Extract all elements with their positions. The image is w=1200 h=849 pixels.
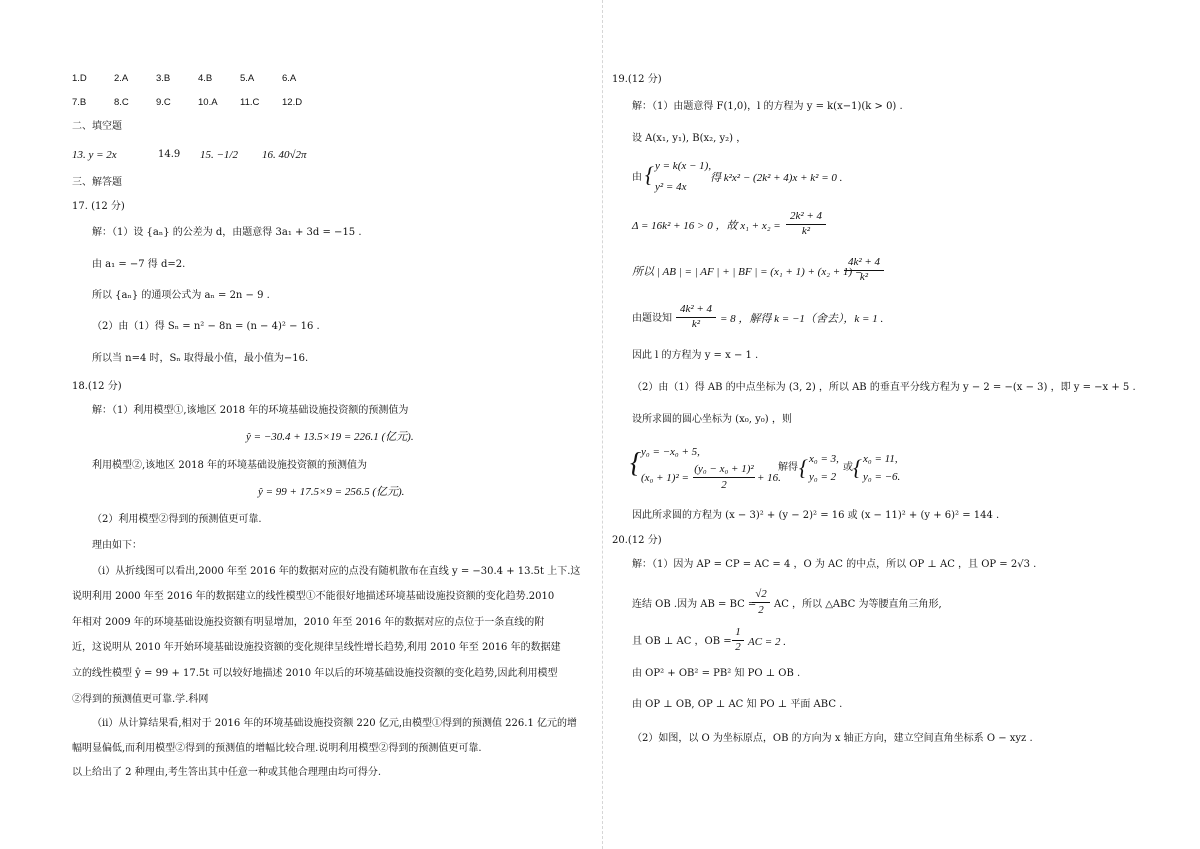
- question-20-heading: 20.(12 分): [612, 535, 662, 546]
- q19-text: 由题设知: [632, 313, 672, 324]
- section-heading-solve: 三、解答题: [72, 177, 122, 188]
- brace-icon: {: [853, 455, 862, 480]
- q18-line: 近，这说明从 2010 年开始环境基础设施投资额的变化规律呈线性增长趋势,利用 2010 年至 2016 年的数据建: [72, 642, 561, 653]
- q18-line: 幅明显偏低,而利用模型②得到的预测值的增幅比较合理.说明利用模型②得到的预测值更可靠.: [72, 743, 482, 754]
- answer: 8.C: [114, 97, 129, 108]
- q19-line: 设所求圆的圆心坐标为 (x₀, y₀) ，则: [632, 414, 792, 425]
- q19-system-eq: y = k(x − 1),: [655, 160, 712, 172]
- q19-solution: y₀ = 2: [809, 471, 837, 483]
- q18-line: ②得到的预测值更可靠.学.科网: [72, 694, 209, 705]
- q19-line: 因此所求圆的方程为 (x − 3)² + (y − 2)² = 16 或 (x − 11)² + (y + 6)² = 144 .: [632, 510, 1000, 521]
- fraction-numerator: √2: [752, 588, 770, 603]
- q18-equation: ŷ = −30.4 + 13.5×19 = 226.1 (亿元).: [246, 431, 414, 443]
- q19-line: 因此 l 的方程为 y = x − 1 .: [632, 350, 759, 361]
- q19-system-eq: y₀ = −x₀ + 5,: [641, 446, 700, 458]
- q17-line: 由 a₁ = −7 得 d=2.: [92, 259, 186, 270]
- fraction-denominator: k²: [859, 271, 869, 283]
- fill-answer-13: 13. y = 2x: [72, 149, 117, 161]
- brace-icon: {: [630, 448, 642, 479]
- fraction-denominator: 2: [721, 479, 727, 491]
- q20-line: 解：（1）因为 AP = CP = AC = 4 ，O 为 AC 的中点，所以 OP ⊥ AC ，且 OP = 2√3 .: [632, 559, 1037, 570]
- fraction-denominator: 2: [758, 604, 764, 616]
- q19-solution: x₀ = 3,: [809, 453, 839, 465]
- q18-line: （ⅱ）从计算结果看,相对于 2016 年的环境基础设施投资额 220 亿元,由模型①得到的预测值 226.1 亿元的增: [92, 718, 577, 729]
- section-heading-fill: 二、填空题: [72, 121, 122, 132]
- answer: 4.B: [198, 73, 213, 84]
- answers-row-2: [72, 97, 324, 109]
- q19-line: （2）由（1）得 AB 的中点坐标为 (3, 2) ，所以 AB 的垂直平分线方程为 y − 2 = −(x − 3) ，即 y = −x + 5 .: [632, 382, 1136, 393]
- answer: 1.D: [72, 73, 87, 84]
- answer: 11.C: [240, 97, 260, 108]
- question-18-heading: 18.(12 分): [72, 381, 122, 392]
- q19-solution: y₀ = −6.: [863, 471, 901, 483]
- q18-line: 以上给出了 2 种理由,考生答出其中任意一种或其他合理理由均可得分.: [72, 767, 382, 778]
- q18-line: 理由如下：: [92, 540, 142, 551]
- answer: 9.C: [156, 97, 171, 108]
- q19-text: 或: [843, 462, 853, 473]
- fraction-numerator: 2k² + 4: [786, 210, 826, 225]
- q19-line: 解：（1）由题意得 F(1,0)，l 的方程为 y = k(x−1)(k > 0) .: [632, 101, 903, 112]
- fraction-denominator: k²: [691, 318, 701, 330]
- answers-row-1: [72, 73, 324, 85]
- page-fold-line: [602, 0, 603, 849]
- q19-line: 设 A(x₁, y₁), B(x₂, y₂) ，: [632, 133, 747, 144]
- q18-line: 立的线性模型 ŷ = 99 + 17.5t 可以较好地描述 2010 年以后的环境基础设施投资额的变化趋势,因此利用模型: [72, 668, 558, 679]
- q19-text: 由: [632, 172, 642, 183]
- fraction-numerator: (y₀ − x₀ + 1)²: [693, 463, 755, 478]
- q19-line: = 8 ，解得 k = −1（舍去），k = 1 .: [720, 313, 884, 325]
- q19-text: 解得: [778, 462, 798, 473]
- q17-line: 所以 {aₙ} 的通项公式为 aₙ = 2n − 9 .: [92, 290, 270, 301]
- q17-line: 解：（1）设 {aₙ} 的公差为 d，由题意得 3a₁ + 3d = −15 .: [92, 227, 362, 238]
- q19-system-eq: y² = 4x: [655, 181, 687, 193]
- question-19-heading: 19.(12 分): [612, 74, 662, 85]
- q17-line: 所以当 n=4 时，Sₙ 取得最小值，最小值为−16.: [92, 353, 309, 364]
- q19-line: 所以 | AB | = | AF | + | BF | = (x₁ + 1) + (x₂ + 1) =: [632, 266, 863, 278]
- fraction-denominator: 2: [735, 641, 741, 653]
- answer: 12.D: [282, 97, 303, 108]
- fill-answer-15: 15. −1/2: [200, 149, 238, 161]
- answer: 5.A: [240, 73, 255, 84]
- q19-system-eq: (x₀ + 1)² =: [641, 472, 689, 484]
- q18-line: 年相对 2009 年的环境基础设施投资额有明显增加，2010 年至 2016 年的数据对应的点位于一条直线的附: [72, 617, 545, 628]
- q18-line: 解：（1）利用模型①,该地区 2018 年的环境基础设施投资额的预测值为: [92, 405, 409, 416]
- fraction-numerator: 4k² + 4: [844, 256, 884, 271]
- q19-system-eq: + 16.: [757, 472, 781, 484]
- brace-icon: {: [645, 162, 654, 187]
- fraction-numerator: 4k² + 4: [676, 303, 716, 318]
- q20-text: 连结 OB .因为 AB = BC =: [632, 599, 757, 610]
- q19-solution: x₀ = 11,: [863, 453, 898, 465]
- q20-line: （2）如图，以 O 为坐标原点，OB 的方向为 x 轴正方向，建立空间直角坐标系 O − xyz .: [632, 733, 1033, 744]
- q20-line: AC = 2 .: [748, 636, 786, 648]
- q20-line: AC ，所以 △ABC 为等腰直角三角形,: [774, 599, 942, 610]
- answer: 10.A: [198, 97, 218, 108]
- q19-line: 得 k²x² − (2k² + 4)x + k² = 0 .: [710, 172, 843, 184]
- fraction-numerator: 1: [732, 626, 744, 641]
- answer: 2.A: [114, 73, 129, 84]
- question-17-heading: 17. (12 分): [72, 201, 125, 212]
- q19-line: Δ = 16k² + 16 > 0 ，故 x₁ + x₂ =: [632, 220, 781, 232]
- answer: 7.B: [72, 97, 87, 108]
- q18-line: 说明利用 2000 年至 2016 年的数据建立的线性模型①不能很好地描述环境基础设施投资额的变化趋势.2010: [72, 591, 555, 602]
- q17-line: （2）由（1）得 Sₙ = n² − 8n = (n − 4)² − 16 .: [92, 321, 320, 332]
- q20-line: 由 OP ⊥ OB, OP ⊥ AC 知 PO ⊥ 平面 ABC .: [632, 699, 843, 710]
- q18-line: （ⅰ）从折线图可以看出,2000 年至 2016 年的数据对应的点没有随机散布在直线 y = −30.4 + 13.5t 上下.这: [92, 566, 581, 577]
- q20-text: 且 OB ⊥ AC ，OB =: [632, 636, 732, 647]
- fraction-denominator: k²: [801, 225, 811, 237]
- q18-equation: ŷ = 99 + 17.5×9 = 256.5 (亿元).: [258, 486, 405, 498]
- q18-line: （2）利用模型②得到的预测值更可靠.: [92, 514, 262, 525]
- answer: 6.A: [282, 73, 297, 84]
- fill-answer-16: 16. 40√2π: [262, 149, 307, 161]
- q18-line: 利用模型②,该地区 2018 年的环境基础设施投资额的预测值为: [92, 460, 367, 471]
- answer: 3.B: [156, 73, 171, 84]
- fill-answer-14: 14.9: [158, 149, 181, 160]
- q20-line: 由 OP² + OB² = PB² 知 PO ⊥ OB .: [632, 668, 801, 679]
- brace-icon: {: [799, 455, 808, 480]
